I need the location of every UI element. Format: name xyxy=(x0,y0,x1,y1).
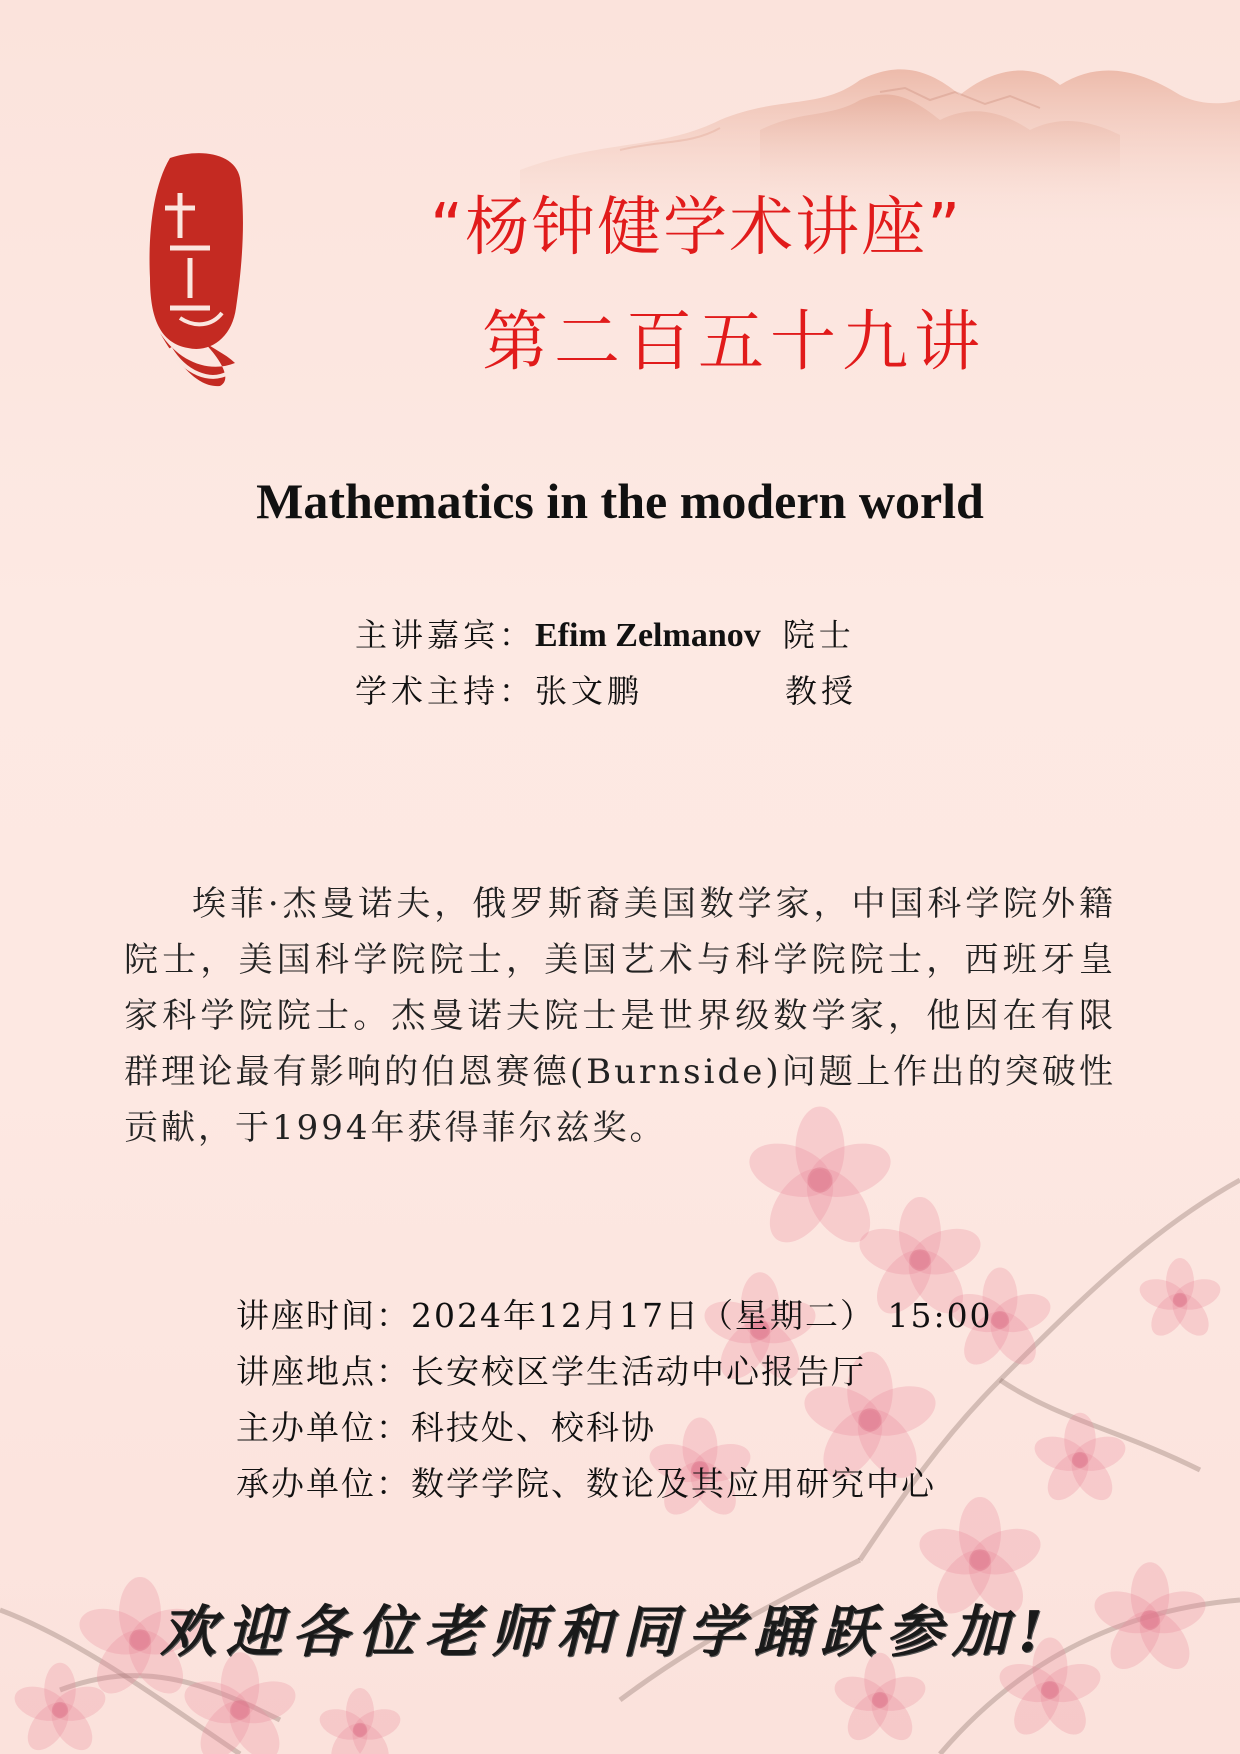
magnolia-flower-icon xyxy=(1136,1258,1225,1342)
host-name: 张文鹏 xyxy=(535,672,644,710)
coorganizer-value: 数学学院、数论及其应用研究中心 xyxy=(411,1464,936,1503)
speaker-title: 院士 xyxy=(782,616,855,654)
magnolia-flower-icon xyxy=(316,1688,405,1754)
speaker-row xyxy=(355,610,857,666)
organizer-label: 主办单位： xyxy=(236,1408,411,1447)
magnolia-flower-icon xyxy=(1030,1413,1130,1508)
organizer-value: 科技处、校科协 xyxy=(411,1408,656,1447)
detail-row-location xyxy=(236,1344,993,1400)
location-label: 讲座地点： xyxy=(236,1352,411,1391)
welcome-message: 欢迎各位老师和同学踊跃参加! xyxy=(160,1599,1053,1665)
event-details xyxy=(236,1288,993,1512)
host-label: 学术主持： xyxy=(355,672,536,710)
time-label: 讲座时间： xyxy=(236,1296,411,1335)
host-row xyxy=(355,666,857,722)
host-title: 教授 xyxy=(785,672,858,710)
detail-row-organizer xyxy=(236,1400,993,1456)
lecture-series-title: “杨钟健学术讲座” xyxy=(430,191,963,265)
speaker-name: Efim Zelmanov xyxy=(535,617,761,654)
speaker-info xyxy=(355,610,857,722)
speaker-label: 主讲嘉宾： xyxy=(355,616,536,654)
magnolia-flower-icon xyxy=(10,1663,110,1754)
magnolia-flower-icon xyxy=(1089,1562,1211,1678)
talk-title: Mathematics in the modern world xyxy=(256,473,984,529)
coorganizer-label: 承办单位： xyxy=(236,1464,411,1503)
speaker-bio: 埃菲·杰曼诺夫，俄罗斯裔美国数学家，中国科学院外籍院士，美国科学院院士，美国艺术与科学院院士，西班牙皇家科学院院士。杰曼诺夫院士是世界级数学家，他因在有限群理论最有影响的伯恩赛德(Burnside)问题上作出的突破性贡献，于1994年获得菲尔兹奖。 xyxy=(124,884,1116,1148)
time-value: 2024年12月17日（星期二） 15:00 xyxy=(411,1296,993,1335)
detail-row-coorganizer xyxy=(236,1456,993,1512)
location-value: 长安校区学生活动中心报告厅 xyxy=(411,1352,866,1391)
lecture-number: 第二百五十九讲 xyxy=(482,303,986,380)
detail-row-time xyxy=(236,1288,993,1344)
